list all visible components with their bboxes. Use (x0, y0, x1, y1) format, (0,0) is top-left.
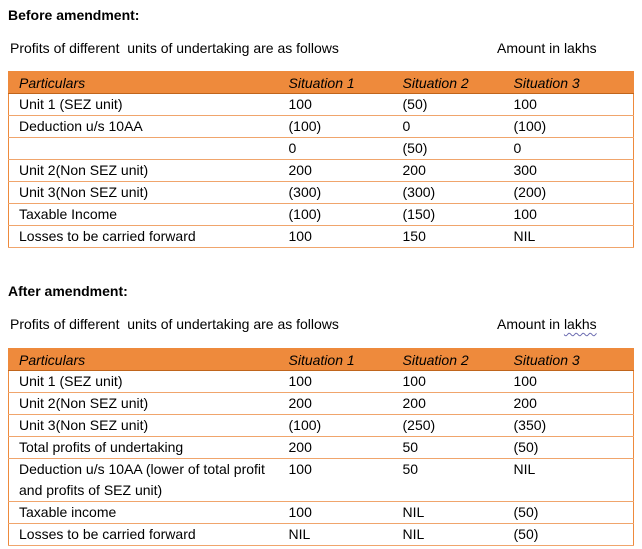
before-intro: Profits of different units of undertaking are as follows (10, 40, 339, 56)
cell-situation-2: (250) (393, 415, 504, 437)
cell-situation-2: NIL (393, 502, 504, 524)
cell-situation-3: 0 (504, 138, 634, 160)
cell-situation-3: (50) (504, 437, 634, 459)
row-label: Losses to be carried forward (9, 226, 279, 248)
cell-situation-2: 150 (393, 226, 504, 248)
header-particulars: Particulars (9, 349, 279, 371)
cell-situation-3: (350) (504, 415, 634, 437)
row-label: Taxable Income (9, 204, 279, 226)
cell-situation-1: NIL (279, 524, 393, 546)
cell-situation-1: 100 (279, 371, 393, 393)
amount-prefix: Amount in (497, 40, 564, 56)
table-row (9, 204, 634, 226)
cell-situation-1: (100) (279, 204, 393, 226)
row-label: Taxable income (9, 502, 279, 524)
row-label: Total profits of undertaking (9, 437, 279, 459)
cell-situation-1: (100) (279, 116, 393, 138)
header-situation-2: Situation 2 (393, 72, 504, 94)
header-particulars: Particulars (9, 72, 279, 94)
row-label: Unit 2(Non SEZ unit) (9, 160, 279, 182)
cell-situation-3: (50) (504, 524, 634, 546)
cell-situation-3: 200 (504, 393, 634, 415)
cell-situation-3: 300 (504, 160, 634, 182)
after-heading: After amendment: (8, 283, 128, 299)
amount-unit: lakhs (563, 40, 597, 56)
table-row (9, 459, 634, 502)
cell-situation-2: (50) (393, 94, 504, 116)
cell-situation-3: 100 (504, 371, 634, 393)
cell-situation-2: 50 (393, 437, 504, 459)
cell-situation-1: 200 (279, 160, 393, 182)
cell-situation-3: NIL (504, 226, 634, 248)
table-row (9, 226, 634, 248)
row-label: Deduction u/s 10AA (9, 116, 279, 138)
cell-situation-1: 100 (279, 502, 393, 524)
cell-situation-2: 50 (393, 459, 504, 502)
table-row (9, 138, 634, 160)
header-situation-1: Situation 1 (279, 349, 393, 371)
row-label: Unit 1 (SEZ unit) (9, 371, 279, 393)
table-row (9, 415, 634, 437)
cell-situation-3: (100) (504, 116, 634, 138)
cell-situation-1: 100 (279, 94, 393, 116)
after-intro: Profits of different units of undertaking are as follows (10, 316, 339, 332)
header-situation-3: Situation 3 (504, 349, 634, 371)
cell-situation-3: 100 (504, 94, 634, 116)
cell-situation-1: 200 (279, 437, 393, 459)
amount-unit: lakhs (563, 316, 597, 332)
table-header-row (9, 349, 634, 371)
header-situation-3: Situation 3 (504, 72, 634, 94)
after-amount-note (497, 316, 597, 332)
row-label: Losses to be carried forward (9, 524, 279, 546)
table-row (9, 437, 634, 459)
header-situation-1: Situation 1 (279, 72, 393, 94)
row-label: Unit 3(Non SEZ unit) (9, 415, 279, 437)
table-row (9, 116, 634, 138)
table-row (9, 502, 634, 524)
cell-situation-2: 100 (393, 371, 504, 393)
cell-situation-3: (50) (504, 502, 634, 524)
row-label: Unit 2(Non SEZ unit) (9, 393, 279, 415)
cell-situation-1: 100 (279, 226, 393, 248)
table-header-row (9, 72, 634, 94)
cell-situation-3: NIL (504, 459, 634, 502)
before-heading: Before amendment: (8, 7, 140, 23)
before-amount-note (497, 40, 597, 56)
cell-situation-2: (50) (393, 138, 504, 160)
cell-situation-3: 100 (504, 204, 634, 226)
table-row (9, 371, 634, 393)
before-table (8, 71, 634, 248)
table-row (9, 524, 634, 546)
cell-situation-2: 200 (393, 393, 504, 415)
cell-situation-1: 100 (279, 459, 393, 502)
row-label (9, 138, 279, 160)
cell-situation-2: NIL (393, 524, 504, 546)
row-label: Unit 1 (SEZ unit) (9, 94, 279, 116)
row-label: Unit 3(Non SEZ unit) (9, 182, 279, 204)
after-table (8, 348, 634, 546)
cell-situation-2: 0 (393, 116, 504, 138)
header-situation-2: Situation 2 (393, 349, 504, 371)
table-row (9, 393, 634, 415)
table-row (9, 182, 634, 204)
amount-prefix: Amount in (497, 316, 564, 332)
cell-situation-2: 200 (393, 160, 504, 182)
cell-situation-1: (100) (279, 415, 393, 437)
cell-situation-2: (150) (393, 204, 504, 226)
table-row (9, 94, 634, 116)
cell-situation-3: (200) (504, 182, 634, 204)
cell-situation-1: 200 (279, 393, 393, 415)
cell-situation-1: 0 (279, 138, 393, 160)
row-label: Deduction u/s 10AA (lower of total profit and profits of SEZ unit) (9, 459, 279, 502)
table-row (9, 160, 634, 182)
cell-situation-2: (300) (393, 182, 504, 204)
cell-situation-1: (300) (279, 182, 393, 204)
